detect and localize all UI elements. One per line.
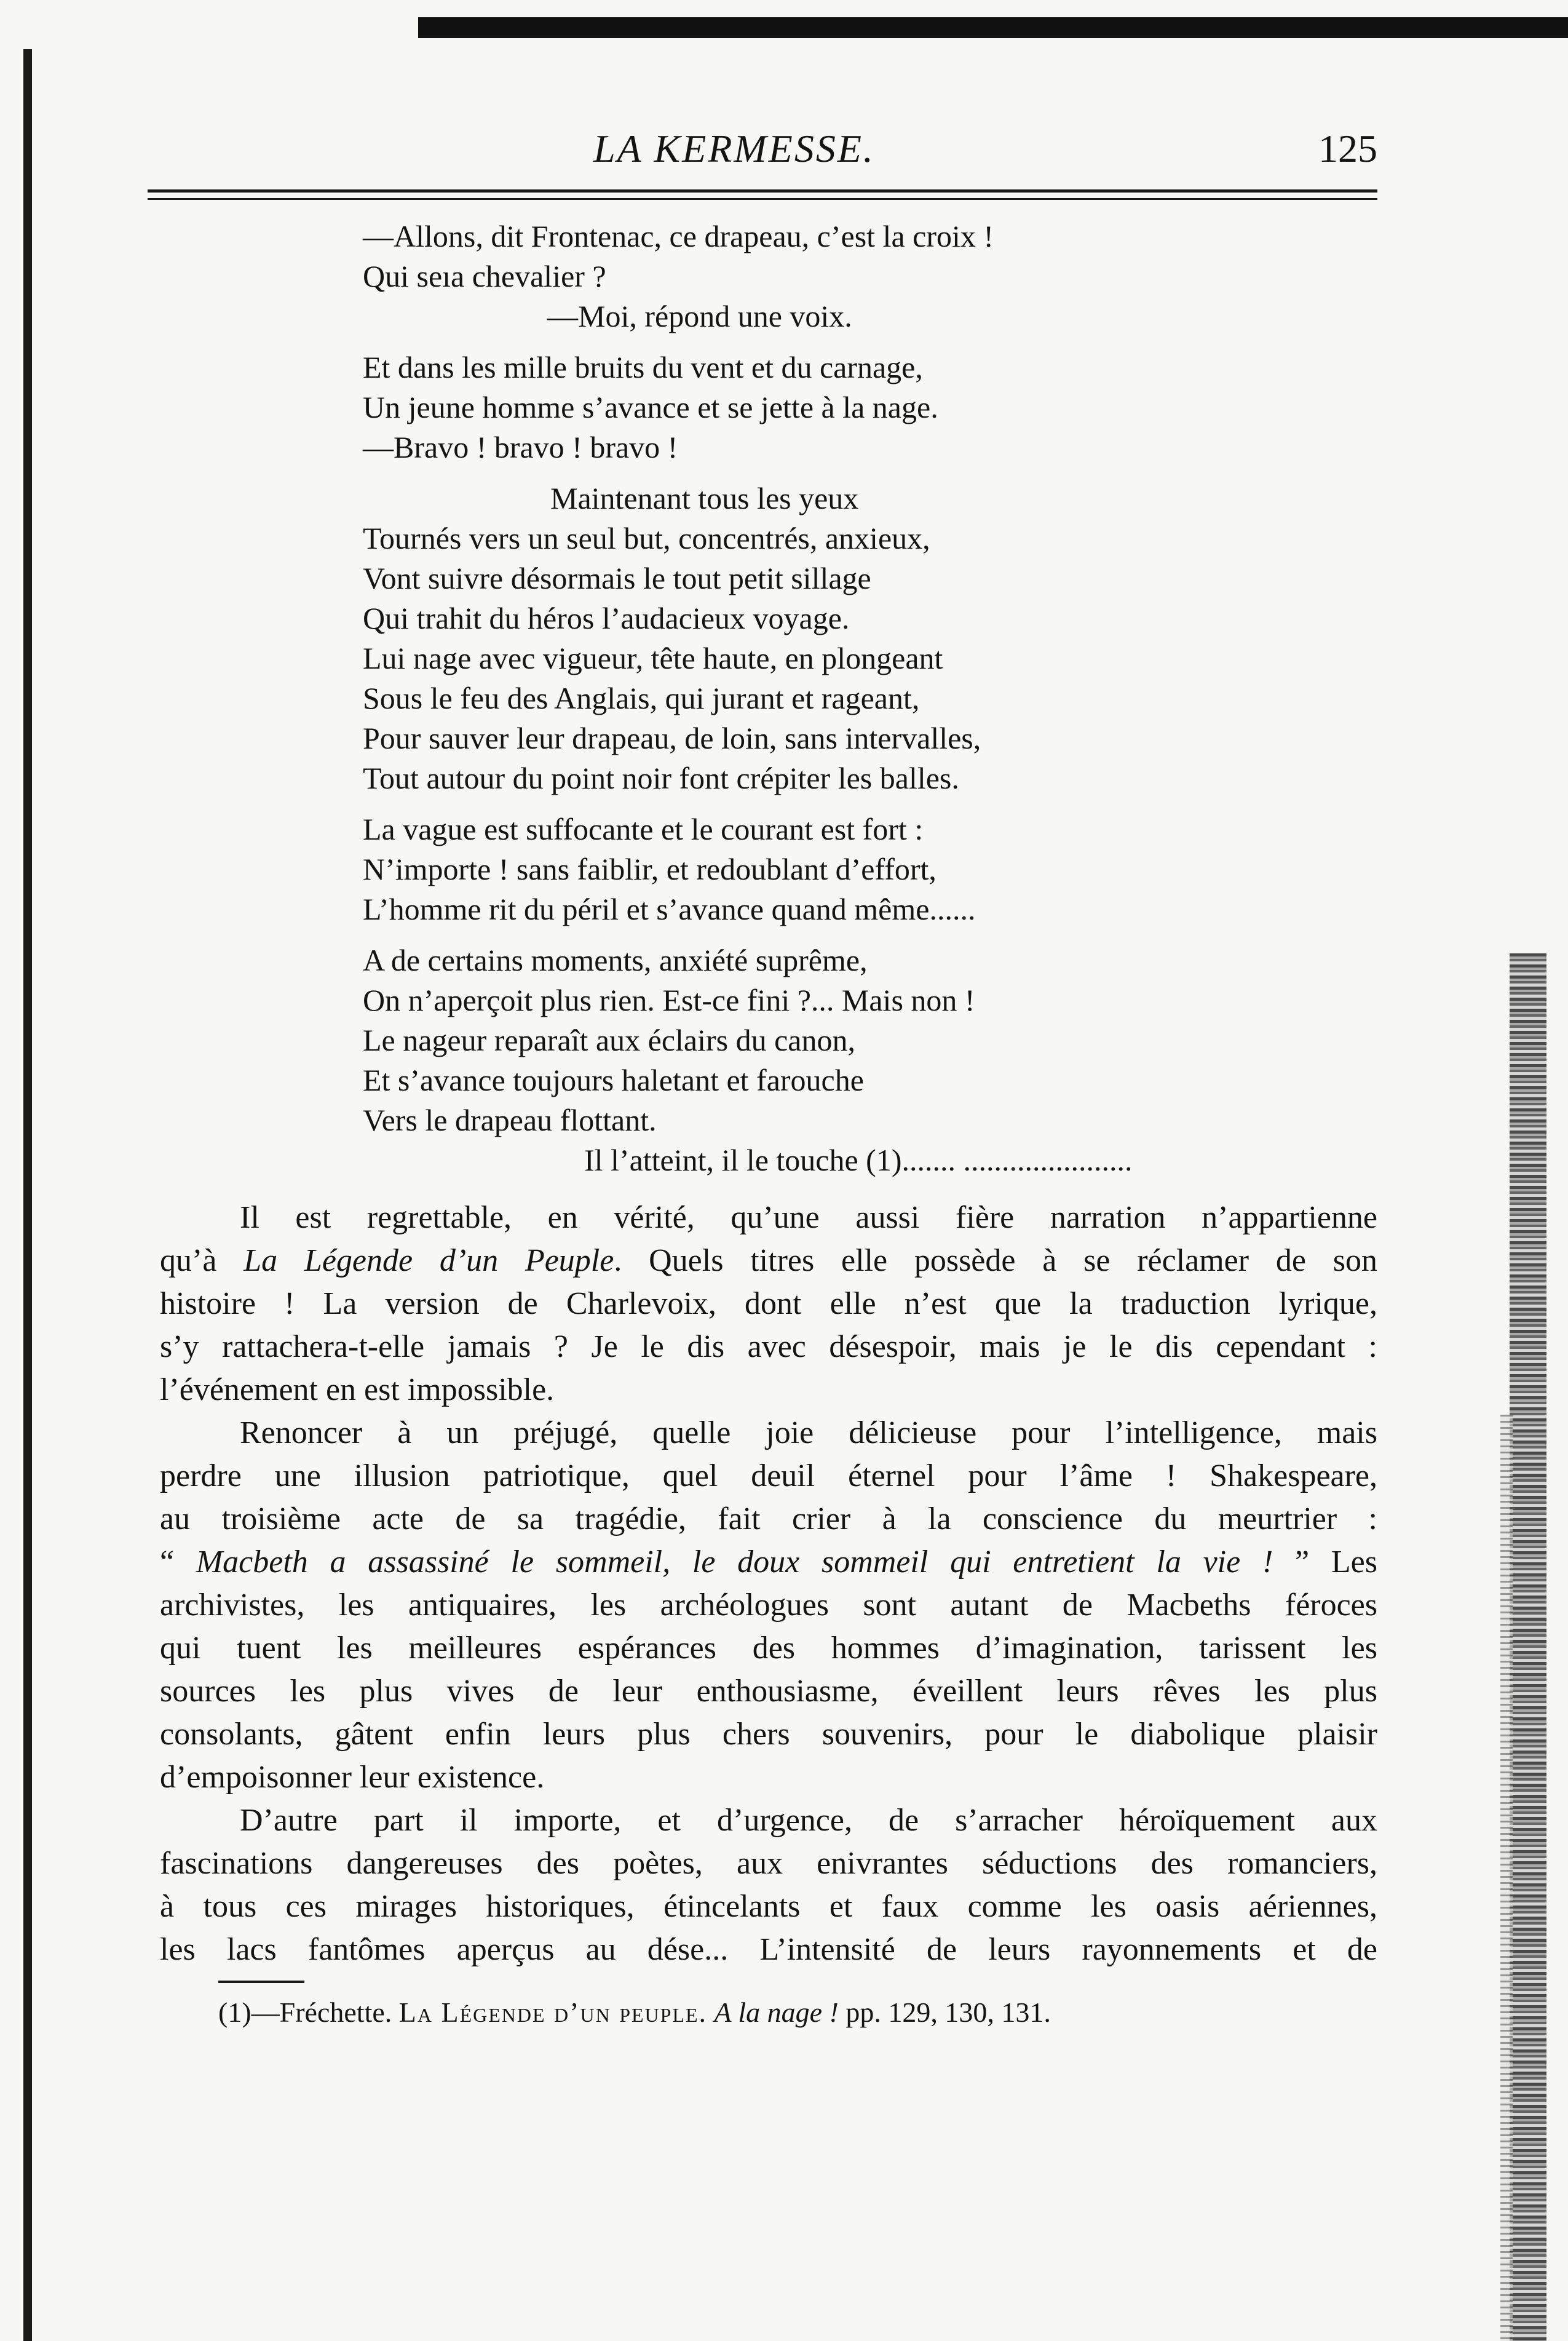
stanza-gap (363, 798, 1396, 809)
header-rule (148, 189, 1377, 193)
footnote-pages: pp. 129, 130, 131. (845, 1997, 1051, 2028)
scan-right-edge-shadow (1500, 1415, 1513, 2341)
prose-line: “ Macbeth a assassiné le sommeil, le doux sommeil qui entretient la vie ! ” Les (160, 1544, 1377, 1580)
verse-line: Qui trahit du héros l’audacieux voyage. (363, 601, 850, 635)
prose-line: qu’à La Légende d’un Peuple. Quels titres elle possède à se réclamer de son (160, 1243, 1377, 1278)
prose-line: D’autre part il importe, et d’urgence, de s’arracher héroïquement aux (240, 1803, 1377, 1838)
verse-line: Et dans les mille bruits du vent et du carnage, (363, 350, 923, 384)
footnote-section: A la nage ! (714, 1997, 839, 2028)
verse-line: Et s’avance toujours haletant et farouche (363, 1063, 864, 1097)
prose-line: sources les plus vives de leur enthousiasme, éveillent leurs rêves les plus (160, 1674, 1377, 1709)
footnote-author: Fréchette. (279, 1997, 392, 2028)
verse-line: L’homme rit du péril et s’avance quand même...... (363, 892, 976, 926)
running-title: LA KERMESSE. (593, 127, 875, 170)
stanza-gap (363, 467, 1396, 479)
footnote-marker: (1)— (218, 1997, 280, 2028)
prose-line: les lacs fantômes aperçus au dése... L’intensité de leurs rayonnements et de (160, 1932, 1377, 1967)
prose-line: Il est regrettable, en vérité, qu’une aussi fière narration n’appartienne (240, 1200, 1377, 1235)
prose-line: au troisième acte de sa tragédie, fait crier à la conscience du meurtrier : (160, 1501, 1377, 1536)
verse-line: Le nageur reparaît aux éclairs du canon, (363, 1023, 855, 1057)
verse-line: Qui seıa chevalier ? (363, 259, 606, 293)
verse-line: Vont suivre désormais le tout petit sillage (363, 561, 871, 595)
prose-line: Renoncer à un préjugé, quelle joie délicieuse pour l’intelligence, mais (240, 1415, 1377, 1450)
prose-line: à tous ces mirages historiques, étincelants et faux comme les oasis aériennes, (160, 1889, 1377, 1924)
scan-top-bar-thin (418, 31, 1193, 36)
verse-line: Pour sauver leur drapeau, de loin, sans intervalles, (363, 721, 981, 755)
footnote-work: La Légende d’un peuple. (398, 1997, 708, 2028)
verse-line: N’importe ! sans faiblir, et redoublant d’effort, (363, 852, 936, 886)
page-header (154, 126, 1377, 181)
footnote-rule (218, 1981, 304, 1983)
paragraph-3 (160, 1799, 1377, 1971)
verse-line: Maintenant tous les yeux (550, 481, 859, 515)
prose-line: s’y rattachera-t-elle jamais ? Je le dis avec désespoir, mais je le dis cependant : (160, 1329, 1377, 1364)
verse-line: La vague est suffocante et le courant est fort : (363, 812, 924, 846)
verse-line: Il l’atteint, il le touche (1)....... ...................... (584, 1143, 1133, 1177)
prose-line: archivistes, les antiquaires, les archéologues sont autant de Macbeths féroces (160, 1588, 1377, 1623)
verse-line: Un jeune homme s’avance et se jette à la nage. (363, 390, 938, 424)
verse-line: —Allons, dit Frontenac, ce drapeau, c’est la croix ! (363, 219, 994, 253)
italic-text: Macbeth a assassiné le sommeil, le doux sommeil qui entretient la vie ! (196, 1544, 1273, 1580)
prose-line: d’empoisonner leur existence. (160, 1760, 545, 1795)
verse-block (363, 217, 1396, 1180)
prose-line: fascinations dangereuses des poètes, aux enivrantes séductions des romanciers, (160, 1846, 1377, 1881)
prose-line: l’événement en est impossible. (160, 1372, 555, 1407)
verse-line: —Bravo ! bravo ! bravo ! (363, 430, 678, 464)
stanza-gap (363, 929, 1396, 940)
prose-line: consolants, gâtent enfin leurs plus chers souvenirs, pour le diabolique plaisir (160, 1717, 1377, 1752)
header-rule-thin (148, 198, 1377, 200)
verse-line: On n’aperçoit plus rien. Est-ce fini ?... Mais non ! (363, 983, 975, 1017)
verse-line: A de certains moments, anxiété suprême, (363, 943, 868, 977)
prose-block (160, 1196, 1377, 1971)
verse-line: Sous le feu des Anglais, qui jurant et rageant, (363, 681, 920, 715)
prose-line: perdre une illusion patriotique, quel deuil éternel pour l’âme ! Shakespeare, (160, 1458, 1377, 1493)
verse-line: —Moi, répond une voix. (547, 299, 852, 333)
scan-left-edge (23, 49, 32, 2341)
paragraph-2 (160, 1412, 1377, 1799)
verse-line: Tournés vers un seul but, concentrés, anxieux, (363, 521, 930, 555)
paragraph-1 (160, 1196, 1377, 1412)
verse-line: Tout autour du point noir font crépiter les balles. (363, 761, 959, 795)
page-number: 125 (1318, 127, 1377, 170)
prose-line: qui tuent les meilleures espérances des hommes d’imagination, tarissent les (160, 1631, 1377, 1666)
verse-line: Lui nage avec vigueur, tête haute, en plongeant (363, 641, 943, 675)
italic-text: La Légende d’un Peuple (244, 1243, 614, 1278)
verse-line: Vers le drapeau flottant. (363, 1103, 657, 1137)
prose-line: histoire ! La version de Charlevoix, dont elle n’est que la traduction lyrique, (160, 1286, 1377, 1321)
stanza-gap (363, 336, 1396, 348)
scan-right-edge (1510, 953, 1546, 2341)
footnote (218, 1996, 1051, 2029)
